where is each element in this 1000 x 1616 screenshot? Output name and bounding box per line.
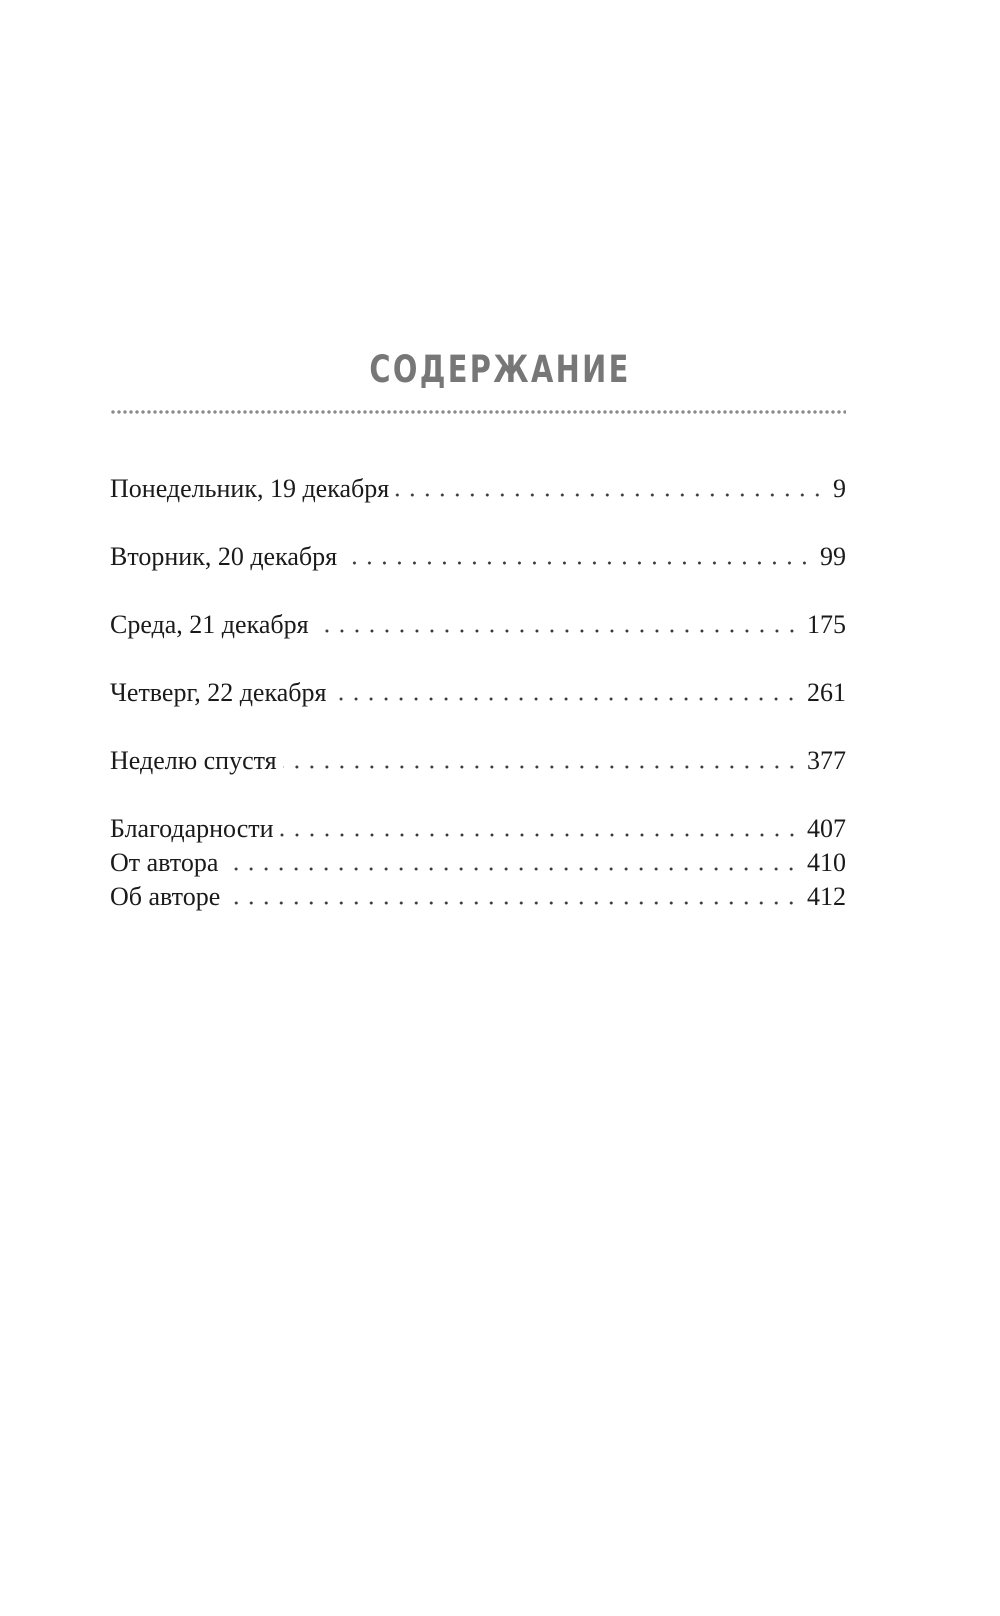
dot-leader: [224, 867, 799, 871]
toc-entry-page: 99: [820, 542, 846, 571]
toc-entry[interactable]: [110, 472, 846, 506]
toc-entry-title: От автора: [110, 848, 219, 877]
toc-entry[interactable]: [110, 676, 846, 710]
toc-entry[interactable]: [110, 744, 846, 778]
toc-entry-title: Среда, 21 декабря: [110, 610, 309, 639]
toc-entry-page: 175: [807, 610, 846, 639]
toc-entry[interactable]: [110, 846, 846, 880]
toc-entry-page: 410: [807, 848, 846, 877]
dotted-divider: [110, 410, 846, 414]
toc-entry-title: Благодарности: [110, 814, 274, 843]
dot-leader: [280, 833, 799, 837]
toc-entry[interactable]: [110, 608, 846, 642]
dot-leader: [283, 765, 799, 769]
dot-leader: [226, 901, 799, 905]
toc-entry-page: 407: [807, 814, 846, 843]
toc-entry[interactable]: [110, 540, 846, 574]
toc-entry-title: Неделю спустя: [110, 746, 277, 775]
toc-entry-page: 261: [807, 678, 846, 707]
toc-entry[interactable]: [110, 812, 846, 846]
toc-entry-page: 412: [807, 882, 846, 911]
toc-entry-title: Четверг, 22 декабря: [110, 678, 327, 707]
page-title: СОДЕРЖАНИЕ: [369, 348, 631, 391]
dot-leader: [343, 561, 812, 565]
toc-entry-page: 377: [807, 746, 846, 775]
toc-entry-title: Понедельник, 19 декабря: [110, 474, 390, 503]
dot-leader: [315, 629, 799, 633]
toc-entry-page: 9: [833, 474, 846, 503]
dot-leader: [395, 493, 825, 497]
toc-entry-title: Об авторе: [110, 882, 221, 911]
toc-entry-title: Вторник, 20 декабря: [110, 542, 338, 571]
toc-entry[interactable]: [110, 880, 846, 914]
dot-leader: [332, 697, 799, 701]
